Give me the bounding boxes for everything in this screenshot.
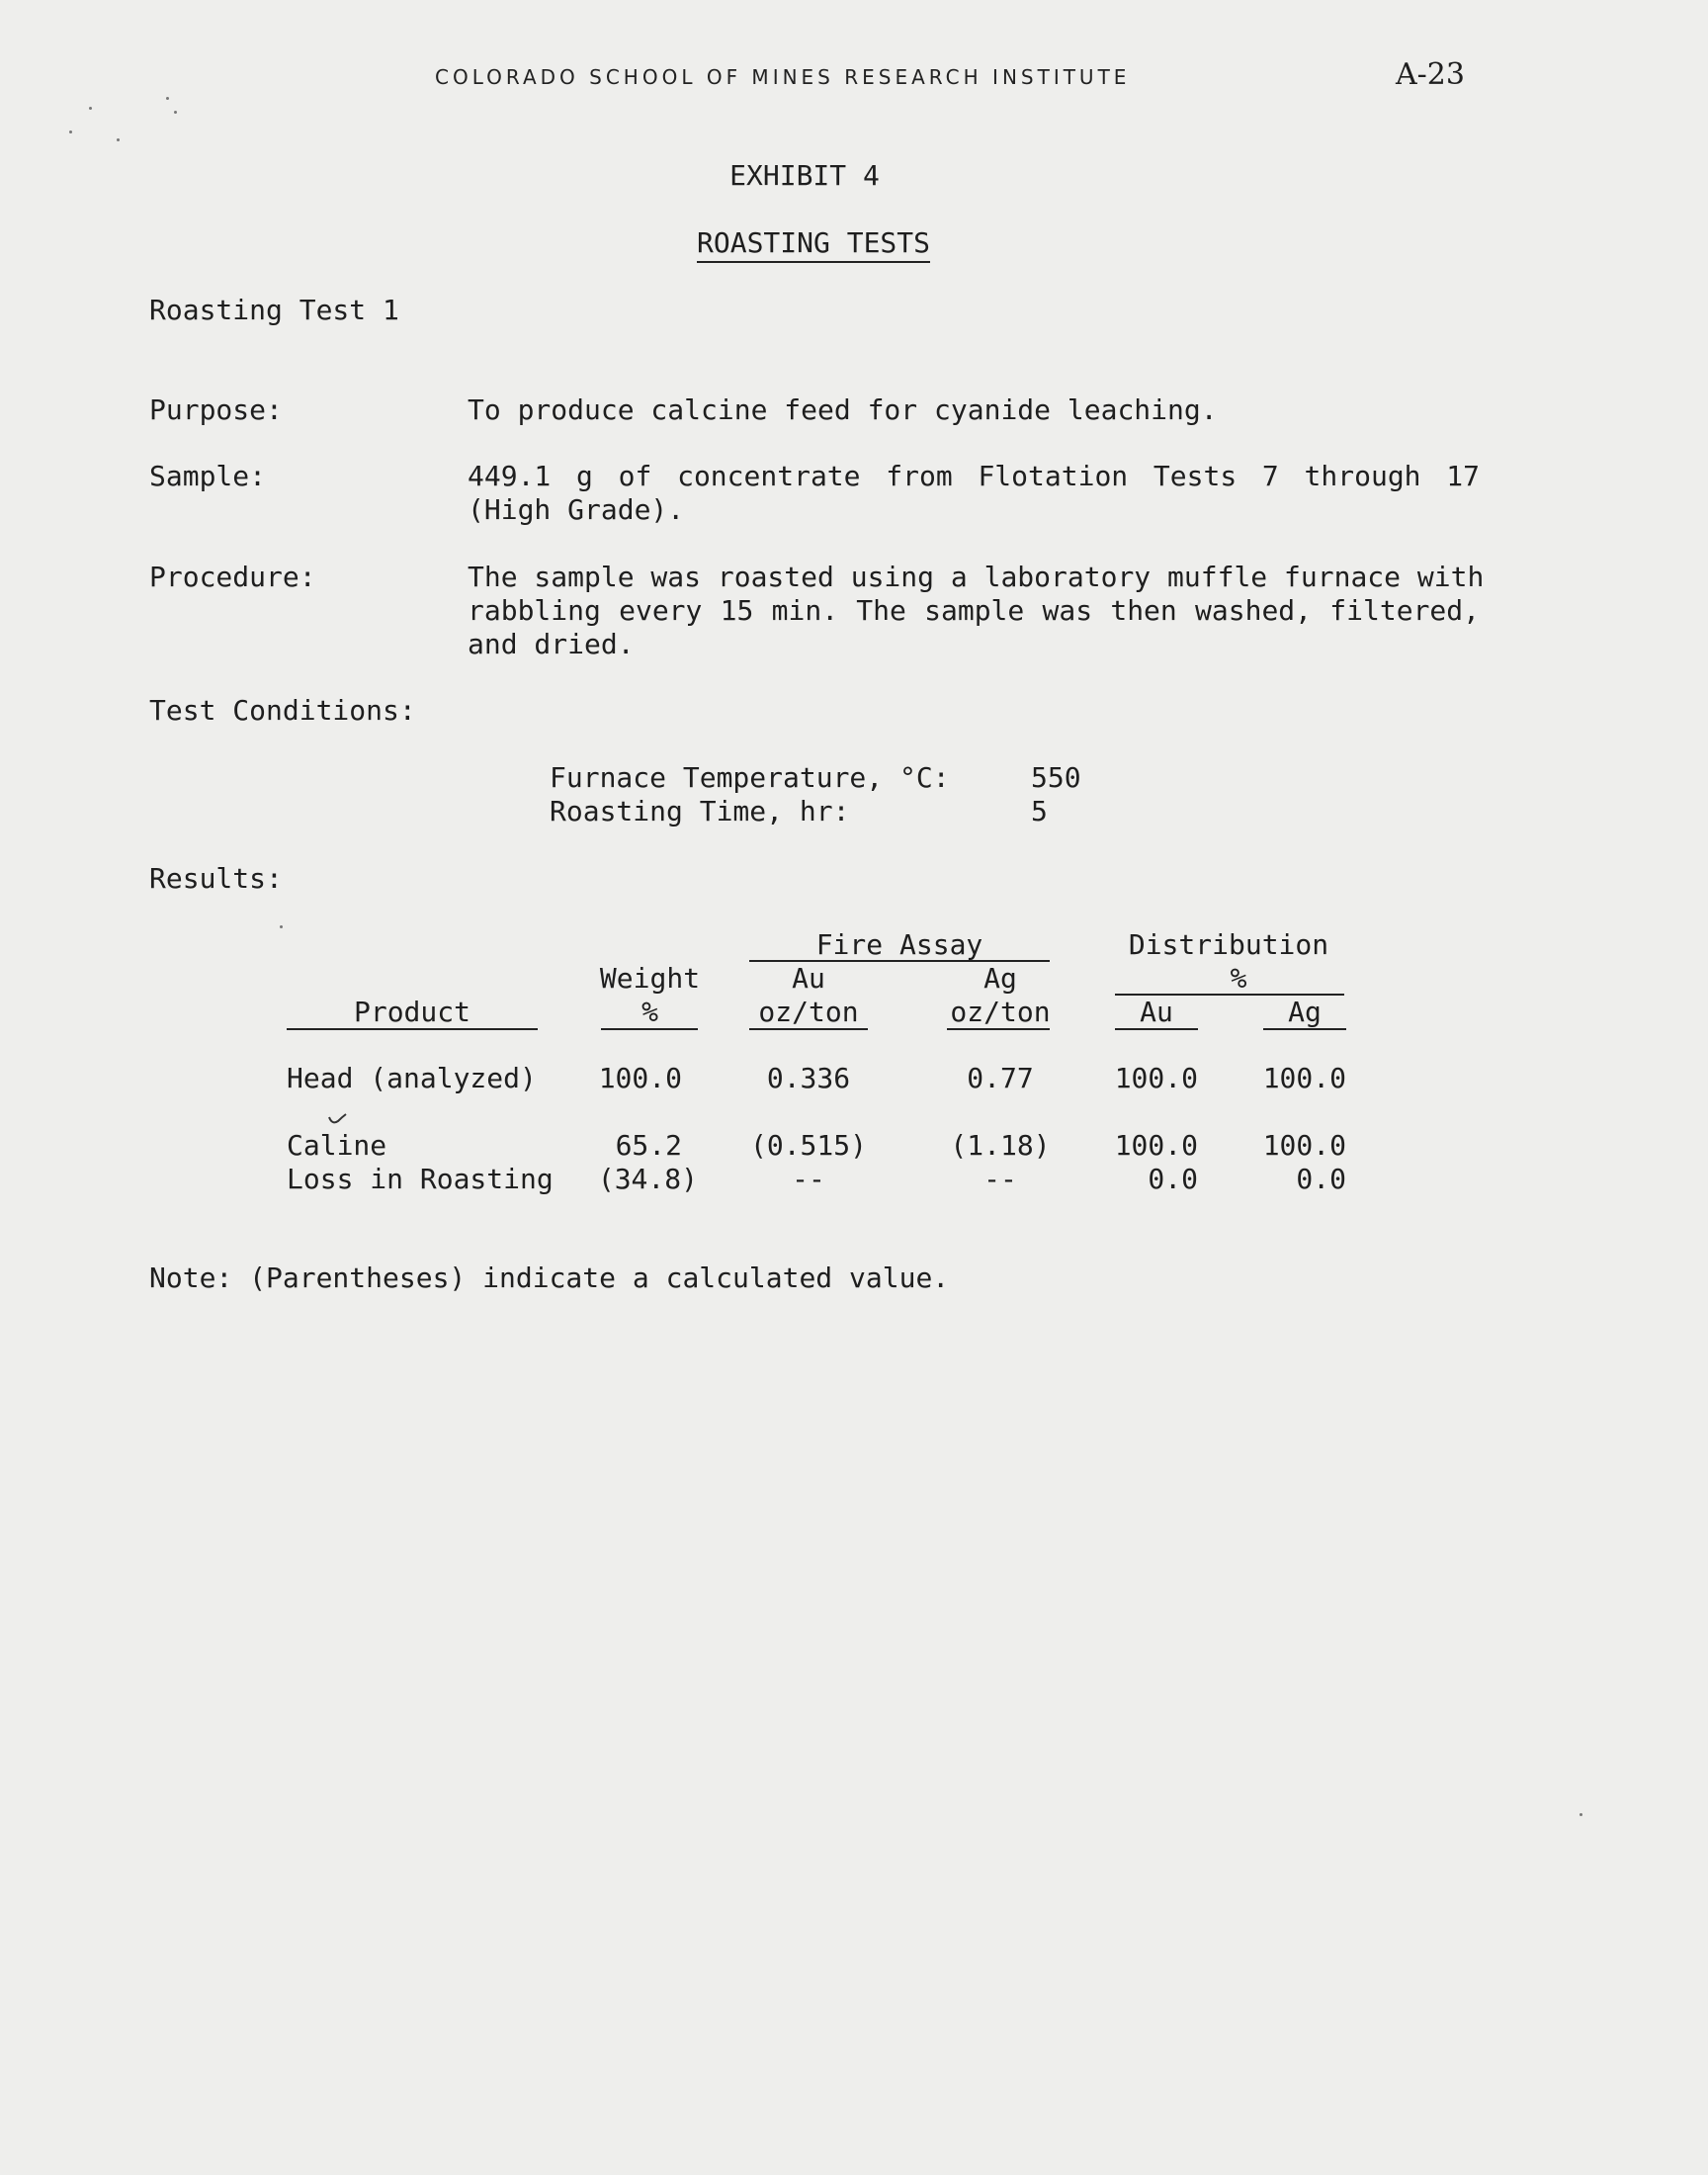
product-header: Product [353, 996, 470, 1028]
dist-au-rule [1115, 1028, 1198, 1030]
scan-speck [89, 107, 92, 110]
scan-speck [280, 925, 283, 928]
ag-header-2: oz/ton [950, 996, 1051, 1028]
procedure-label: Procedure: [149, 561, 316, 593]
row-weight: (34.8) [597, 1163, 698, 1195]
au-rule [749, 1028, 868, 1030]
distribution-unit: % [1230, 962, 1247, 995]
procedure-line-1: The sample was roasted using a laboratory muffle furnace with [468, 561, 1485, 593]
condition-time-label: Roasting Time, hr: [550, 795, 850, 827]
purpose-label: Purpose: [149, 393, 283, 426]
ag-rule [947, 1028, 1050, 1030]
weight-header-1: Weight [599, 962, 701, 995]
condition-temperature-label: Furnace Temperature, °C: [550, 761, 950, 794]
row-ag: (1.18) [950, 1129, 1051, 1162]
institution-header: COLORADO SCHOOL OF MINES RESEARCH INSTITUTE [435, 65, 1131, 89]
fire-assay-group-header: Fire Assay [815, 928, 983, 961]
ag-header-1: Ag [983, 962, 1017, 995]
row-ag: 0.77 [967, 1062, 1034, 1094]
distribution-group-header: Distribution [1128, 928, 1329, 961]
row-weight: 65.2 [615, 1129, 682, 1162]
test-name: Roasting Test 1 [149, 294, 399, 326]
purpose-text: To produce calcine feed for cyanide leaching. [468, 393, 1218, 426]
row-dist-ag: 0.0 [1296, 1163, 1346, 1195]
row-au: (0.515) [749, 1129, 867, 1162]
au-header-1: Au [792, 962, 825, 995]
row-weight: 100.0 [598, 1062, 682, 1094]
sample-line-2: (High Grade). [468, 493, 685, 526]
scan-speck [166, 97, 169, 100]
handwritten-check-mark [326, 1111, 350, 1129]
row-au: -- [792, 1163, 825, 1195]
row-product: Caline [287, 1129, 387, 1162]
scan-speck [1580, 1813, 1582, 1816]
sample-label: Sample: [149, 460, 267, 492]
row-product: Head (analyzed) [287, 1062, 537, 1094]
product-rule [287, 1028, 538, 1030]
procedure-line-2: rabbling every 15 min. The sample was then washed, filtered, [468, 594, 1480, 627]
results-label: Results: [149, 862, 283, 895]
row-au: 0.336 [766, 1062, 851, 1094]
weight-header-2: % [641, 996, 658, 1028]
dist-au-header: Au [1140, 996, 1173, 1028]
row-dist-au: 0.0 [1148, 1163, 1198, 1195]
page-title-text: ROASTING TESTS [697, 226, 930, 263]
scan-speck [69, 130, 72, 133]
condition-time-value: 5 [1031, 795, 1048, 827]
sample-line-1: 449.1 g of concentrate from Flotation Tests 7 through 17 [468, 460, 1480, 492]
weight-rule [601, 1028, 698, 1030]
row-dist-au: 100.0 [1114, 1062, 1198, 1094]
au-header-2: oz/ton [758, 996, 859, 1028]
row-dist-ag: 100.0 [1262, 1062, 1346, 1094]
row-ag: -- [983, 1163, 1017, 1195]
row-dist-ag: 100.0 [1262, 1129, 1346, 1162]
page-number: A-23 [1396, 57, 1465, 92]
footnote: Note: (Parentheses) indicate a calculated value. [149, 1262, 950, 1294]
dist-ag-header: Ag [1288, 996, 1322, 1028]
row-dist-au: 100.0 [1114, 1129, 1198, 1162]
condition-temperature-value: 550 [1031, 761, 1081, 794]
scan-speck [117, 138, 120, 141]
dist-ag-rule [1263, 1028, 1346, 1030]
scan-speck [174, 111, 177, 114]
procedure-line-3: and dried. [468, 628, 635, 660]
page-title [697, 226, 930, 260]
conditions-label: Test Conditions: [149, 694, 416, 727]
row-product: Loss in Roasting [287, 1163, 554, 1195]
exhibit-label: EXHIBIT 4 [729, 159, 880, 192]
